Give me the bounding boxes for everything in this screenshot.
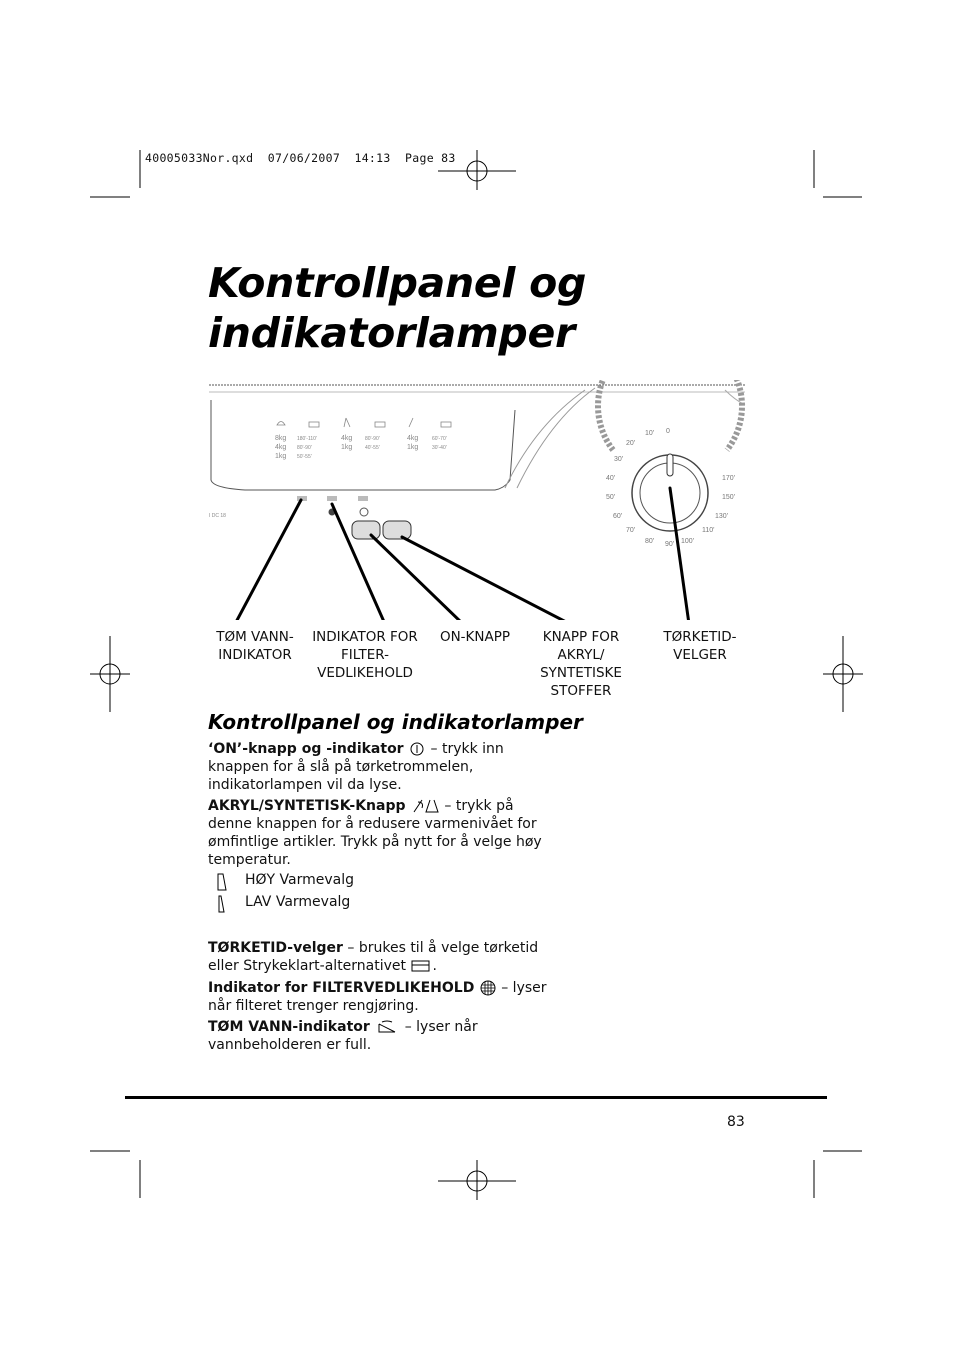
load-1kg-b: 1kg (341, 444, 353, 451)
dial-0: 0 (666, 428, 670, 435)
dial-40: 40' (606, 475, 616, 482)
dial-170: 170' (722, 475, 736, 482)
dial-110: 110' (702, 527, 715, 534)
load-4kg-c: 4kg (407, 435, 419, 442)
on-button[interactable] (352, 521, 380, 539)
dial-10: 10' (645, 430, 655, 437)
torketid-paragraph: TØRKETID-velger – brukes til å velge tørketid eller Strykeklart-alternativet . (208, 940, 539, 974)
dial-50: 50' (606, 494, 616, 501)
time-4: 80'-90' (365, 436, 380, 442)
load-4kg-b: 4kg (341, 435, 353, 442)
callout-on: ON-KNAPP (439, 629, 511, 645)
dial-130: 130' (715, 513, 729, 520)
callout-filter: INDIKATOR FOR FILTER- VEDLIKEHOLD (312, 629, 418, 681)
synthetic-icon (410, 798, 440, 814)
model-label: I DC 18 (209, 513, 226, 519)
load-8kg: 8kg (275, 435, 287, 442)
footer-rule (125, 1096, 827, 1099)
title-line-1: Kontrollpanel og (208, 259, 587, 307)
time-1: 180'-110' (297, 436, 317, 442)
dial-30: 30' (614, 456, 624, 463)
page-title (208, 258, 586, 358)
callout-tom-vann: TØM VANN- INDIKATOR (216, 629, 294, 663)
load-1kg: 1kg (275, 453, 287, 460)
dial-80: 80' (645, 538, 655, 545)
page-number: 83 (727, 1114, 745, 1130)
dial-70: 70' (626, 527, 636, 534)
title-line-2: indikatorlamper (208, 309, 575, 357)
filter-icon (479, 980, 497, 996)
filter-lamp (327, 496, 337, 501)
load-4kg: 4kg (275, 444, 287, 451)
callout-akryl: KNAPP FOR AKRYL/ SYNTETISKE STOFFER (540, 629, 622, 699)
iron-icon (410, 958, 432, 974)
heat-high: HØY Varmevalg (215, 872, 229, 896)
heat-low: LAV Varmevalg (215, 894, 229, 918)
power-icon (408, 741, 426, 757)
dial-150: 150' (722, 494, 736, 501)
file-slug: 40005033Nor.qxd 07/06/2007 14:13 Page 83 (145, 151, 456, 165)
time-2: 80'-90' (297, 445, 312, 451)
high-heat-icon (215, 872, 229, 892)
vann-paragraph: TØM VANN-indikator – lyser når vannbeholderen er full. (208, 1019, 478, 1053)
dial-60: 60' (613, 513, 623, 520)
time-6: 60'-70' (432, 436, 447, 442)
section-heading: Kontrollpanel og indikatorlamper (208, 710, 583, 734)
on-paragraph: ‘ON’-knapp og -indikator – trykk inn knappen for å slå på tørketrommelen, indikatorlampen vil da lyse. (208, 741, 504, 793)
time-7: 30'-40' (432, 445, 447, 451)
dial-90: 90' (665, 541, 675, 548)
on-lamp (358, 496, 368, 501)
callout-torketid: TØRKETID- VELGER (663, 629, 737, 663)
akryl-paragraph: AKRYL/SYNTETISK-Knapp – trykk på denne knappen for å redusere varmenivået for ømfintlige artikler. Trykk på nytt for å velge høy temperatur. (208, 798, 542, 868)
time-5: 40'-55' (365, 445, 380, 451)
on-symbol (360, 508, 368, 516)
filter-paragraph: Indikator for FILTERVEDLIKEHOLD – lyser når filteret trenger rengjøring. (208, 980, 547, 1014)
low-heat-icon (215, 894, 229, 914)
time-3: 50'-55' (297, 454, 312, 460)
dial-20: 20' (626, 440, 636, 447)
control-panel-illustration (205, 380, 750, 620)
water-tank-icon (374, 1019, 400, 1035)
akryl-button[interactable] (383, 521, 411, 539)
load-1kg-c: 1kg (407, 444, 419, 451)
dial-100: 100' (681, 538, 695, 545)
